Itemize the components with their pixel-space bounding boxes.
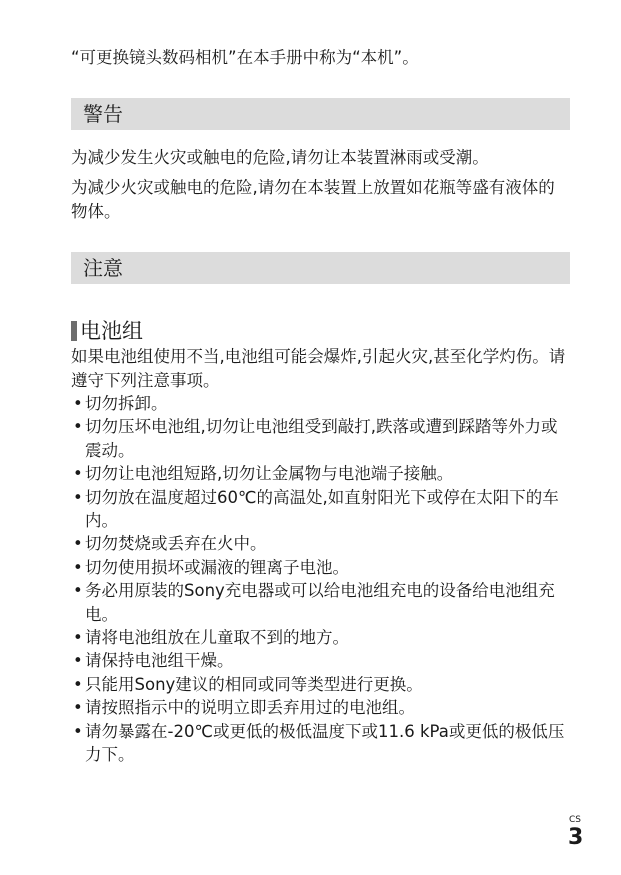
- bullet-icon: •: [73, 651, 83, 671]
- bullet-icon: •: [73, 464, 83, 484]
- list-item: • 切勿放在温度超过60℃的高温处,如直射阳光下或停在太阳下的车内。: [73, 487, 559, 531]
- battery-intro: 如果电池组使用不当,电池组可能会爆炸,引起火灾,甚至化学灼伤。请遵守下列注意事项。: [71, 347, 566, 390]
- caution-heading: 注意: [71, 252, 570, 284]
- list-item: • 务必用原装的Sony充电器或可以给电池组充电的设备给电池组充电。: [73, 581, 555, 624]
- bullet-icon: •: [73, 394, 83, 413]
- bullet-icon: •: [73, 721, 83, 741]
- list-item: • 切勿使用损坏或漏液的锂离子电池。: [71, 556, 571, 579]
- bullet-icon: •: [73, 698, 83, 718]
- bullet-icon: •: [73, 487, 83, 507]
- battery-title-text: 电池组: [80, 319, 143, 343]
- warning-heading: 警告: [71, 98, 570, 130]
- intro-text: “可更换镜头数码相机”在本手册中称为“本机”。: [71, 48, 419, 67]
- bullet-icon: •: [73, 557, 83, 577]
- page-number: 3: [568, 825, 584, 850]
- list-item: • 请保持电池组干燥。: [71, 649, 571, 672]
- list-item: • 切勿焚烧或丢弃在火中。: [71, 532, 571, 555]
- bullet-icon: •: [73, 674, 83, 694]
- page-number-block: [568, 815, 582, 851]
- battery-precautions-list: [71, 392, 571, 767]
- warning-paragraph-1: 为减少发生火灾或触电的危险,请勿让本装置淋雨或受潮。: [71, 148, 489, 167]
- bullet-icon: •: [73, 581, 83, 601]
- language-code: CS: [569, 815, 581, 825]
- list-item: • 切勿压坏电池组,切勿让电池组受到敲打,跌落或遭到踩踏等外力或震动。: [73, 417, 558, 460]
- list-item: • 切勿拆卸。: [71, 392, 571, 415]
- list-item: • 切勿让电池组短路,切勿让金属物与电池端子接触。: [71, 462, 571, 485]
- warning-paragraph-2: 为减少火灾或触电的危险,请勿在本装置上放置如花瓶等盛有液体的物体。: [71, 178, 555, 221]
- battery-section-title: [71, 317, 143, 345]
- section-marker-bar: [71, 321, 77, 341]
- list-item: • 请将电池组放在儿童取不到的地方。: [71, 626, 571, 649]
- list-item: • 请按照指示中的说明立即丢弃用过的电池组。: [71, 696, 571, 719]
- bullet-icon: •: [73, 417, 83, 437]
- list-item: • 请勿暴露在-20℃或更低的极低温度下或11.6 kPa或更低的极低压力下。: [73, 721, 565, 765]
- bullet-icon: •: [73, 534, 83, 554]
- bullet-icon: •: [73, 628, 83, 648]
- list-item: • 只能用Sony建议的相同或同等类型进行更换。: [71, 673, 571, 696]
